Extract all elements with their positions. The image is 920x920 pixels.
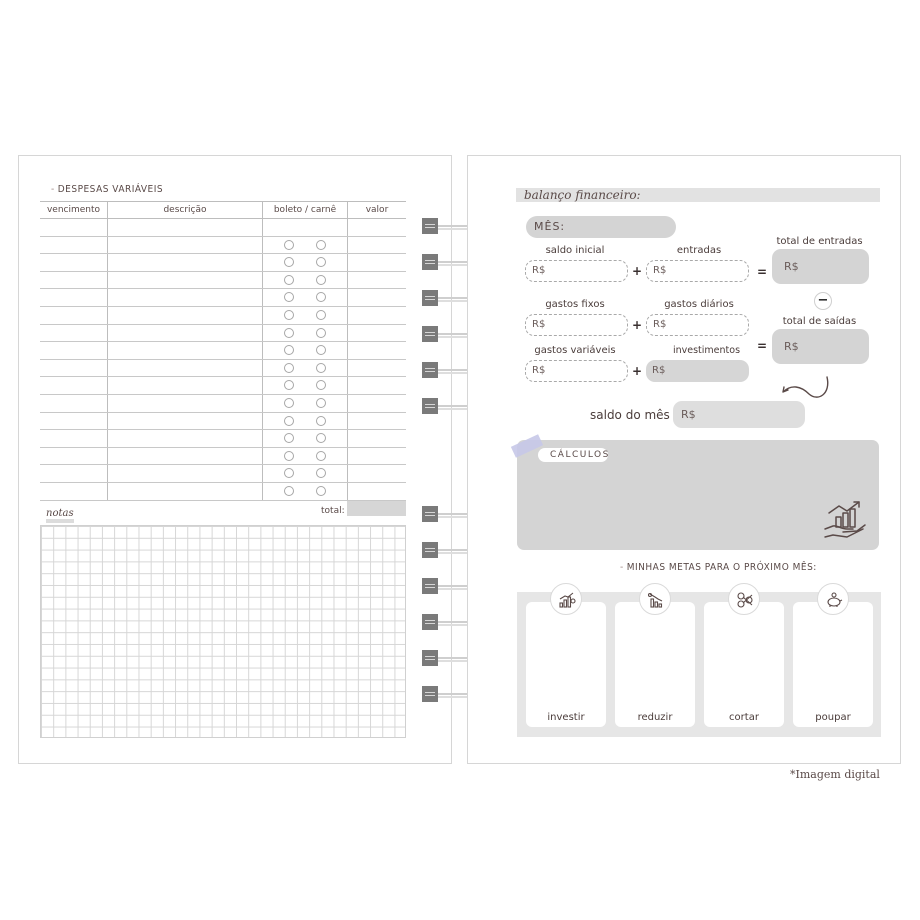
vencimento-cell[interactable] <box>40 271 108 289</box>
expenses-table <box>40 201 406 501</box>
equals-sign: = <box>757 339 768 353</box>
valor-cell[interactable] <box>348 236 407 254</box>
footnote: *Imagem digital <box>790 768 880 781</box>
boleto-cell[interactable] <box>263 465 348 483</box>
goal-card-reduzir[interactable] <box>615 602 695 727</box>
boleto-cell[interactable] <box>263 271 348 289</box>
scissors-coin-icon <box>728 583 760 615</box>
valor-cell[interactable] <box>348 482 407 500</box>
valor-cell[interactable] <box>348 465 407 483</box>
descricao-cell[interactable] <box>108 377 263 395</box>
boleto-radio[interactable] <box>284 292 294 302</box>
table-row <box>40 447 406 465</box>
valor-cell[interactable] <box>348 254 407 272</box>
boleto-cell[interactable] <box>263 289 348 307</box>
valor-cell[interactable] <box>348 394 407 412</box>
boleto-radio[interactable] <box>284 433 294 443</box>
saldo-mes-label: saldo do mês <box>590 408 670 422</box>
valor-cell[interactable] <box>348 412 407 430</box>
boleto-cell[interactable] <box>263 306 348 324</box>
column-header-boleto: boleto / carnê <box>263 202 348 219</box>
boleto-cell[interactable] <box>263 447 348 465</box>
descricao-cell[interactable] <box>108 394 263 412</box>
boleto-radio[interactable] <box>284 240 294 250</box>
valor-cell[interactable] <box>348 289 407 307</box>
vencimento-cell[interactable] <box>40 447 108 465</box>
calculations-label: CÁLCULOS <box>538 448 608 462</box>
saldo-mes-field[interactable]: R$ <box>673 401 805 428</box>
table-row <box>40 324 406 342</box>
carne-radio[interactable] <box>316 240 326 250</box>
carne-radio[interactable] <box>316 292 326 302</box>
boleto-cell[interactable] <box>263 359 348 377</box>
vencimento-cell[interactable] <box>40 465 108 483</box>
descricao-cell[interactable] <box>108 254 263 272</box>
gastos-fixos-label: gastos fixos <box>545 299 605 310</box>
boleto-cell[interactable] <box>263 394 348 412</box>
boleto-cell[interactable] <box>263 377 348 395</box>
vencimento-cell[interactable] <box>40 377 108 395</box>
balance-title: balanço financeiro: <box>516 188 880 202</box>
table-row <box>40 465 406 483</box>
entradas-field[interactable]: R$ <box>646 260 749 282</box>
column-header-descricao: descrição <box>108 202 263 219</box>
month-field[interactable]: MÊS: <box>526 216 676 238</box>
table-row <box>40 482 406 500</box>
vencimento-cell[interactable] <box>40 342 108 360</box>
boleto-radio[interactable] <box>284 328 294 338</box>
carne-radio[interactable] <box>316 275 326 285</box>
descricao-cell[interactable] <box>108 271 263 289</box>
descricao-cell[interactable] <box>108 324 263 342</box>
plus-sign: + <box>632 318 643 332</box>
goal-card-cortar[interactable] <box>704 602 784 727</box>
gastos-diarios-label: gastos diários <box>664 299 734 310</box>
descricao-cell[interactable] <box>108 430 263 448</box>
vencimento-cell[interactable] <box>40 359 108 377</box>
descricao-cell[interactable] <box>108 219 263 237</box>
vencimento-cell[interactable] <box>40 289 108 307</box>
boleto-cell[interactable] <box>263 324 348 342</box>
table-row <box>40 271 406 289</box>
investimentos-label: investimentos <box>672 345 741 356</box>
valor-cell[interactable] <box>348 377 407 395</box>
boleto-radio[interactable] <box>284 451 294 461</box>
vencimento-cell[interactable] <box>40 430 108 448</box>
boleto-radio[interactable] <box>284 416 294 426</box>
total-field[interactable] <box>347 501 406 516</box>
descricao-cell[interactable] <box>108 359 263 377</box>
expenses-title: - DESPESAS VARIÁVEIS <box>51 184 164 195</box>
goal-label-poupar: poupar <box>815 712 851 723</box>
column-header-valor: valor <box>348 202 407 219</box>
total-saidas-label: total de saídas <box>782 316 857 327</box>
investment-chart-icon <box>550 583 582 615</box>
entradas-label: entradas <box>676 245 722 256</box>
boleto-radio[interactable] <box>284 257 294 267</box>
vencimento-cell[interactable] <box>40 324 108 342</box>
table-row <box>40 236 406 254</box>
total-entradas-field[interactable]: R$ <box>772 249 869 284</box>
table-header-row <box>40 202 406 219</box>
descricao-cell[interactable] <box>108 482 263 500</box>
carne-radio[interactable] <box>316 363 326 373</box>
valor-cell[interactable] <box>348 447 407 465</box>
table-row <box>40 430 406 448</box>
left-page <box>18 155 452 764</box>
right-page <box>467 155 901 764</box>
boleto-cell[interactable] <box>263 412 348 430</box>
table-row <box>40 289 406 307</box>
boleto-radio[interactable] <box>284 345 294 355</box>
equals-sign: = <box>757 265 768 279</box>
carne-radio[interactable] <box>316 486 326 496</box>
saldo-inicial-label: saldo inicial <box>545 245 605 256</box>
descricao-cell[interactable] <box>108 306 263 324</box>
carne-radio[interactable] <box>316 380 326 390</box>
boleto-cell[interactable] <box>263 430 348 448</box>
vencimento-cell[interactable] <box>40 236 108 254</box>
carne-radio[interactable] <box>316 416 326 426</box>
notes-grid[interactable] <box>40 525 406 738</box>
valor-cell[interactable] <box>348 342 407 360</box>
boleto-radio[interactable] <box>284 310 294 320</box>
descricao-cell[interactable] <box>108 465 263 483</box>
gastos-diarios-field[interactable]: R$ <box>646 314 749 336</box>
gastos-fixos-field[interactable]: R$ <box>525 314 628 336</box>
goal-label-cortar: cortar <box>729 712 759 723</box>
table-row <box>40 254 406 272</box>
boleto-cell[interactable] <box>263 482 348 500</box>
boleto-radio[interactable] <box>284 275 294 285</box>
goals-title: - MINHAS METAS PARA O PRÓXIMO MÊS: <box>620 562 817 573</box>
column-header-vencimento: vencimento <box>40 202 108 219</box>
gastos-variaveis-field[interactable]: R$ <box>525 360 628 382</box>
goal-label-investir: investir <box>547 712 585 723</box>
vencimento-cell[interactable] <box>40 306 108 324</box>
piggy-bank-icon <box>817 583 849 615</box>
boleto-radio[interactable] <box>284 380 294 390</box>
squiggle-arrow-icon <box>773 374 833 404</box>
boleto-radio[interactable] <box>284 398 294 408</box>
carne-radio[interactable] <box>316 398 326 408</box>
boleto-cell[interactable] <box>263 342 348 360</box>
table-row <box>40 359 406 377</box>
valor-cell[interactable] <box>348 306 407 324</box>
table-row <box>40 412 406 430</box>
valor-cell[interactable] <box>348 324 407 342</box>
notes-label: notas <box>46 509 74 523</box>
descricao-cell[interactable] <box>108 412 263 430</box>
declining-chart-icon <box>639 583 671 615</box>
carne-radio[interactable] <box>316 257 326 267</box>
plus-sign: + <box>632 364 643 378</box>
table-row <box>40 394 406 412</box>
goal-card-investir[interactable] <box>526 602 606 727</box>
boleto-radio[interactable] <box>284 468 294 478</box>
vencimento-cell[interactable] <box>40 394 108 412</box>
boleto-radio[interactable] <box>284 486 294 496</box>
vencimento-cell[interactable] <box>40 254 108 272</box>
valor-cell[interactable] <box>348 271 407 289</box>
table-row <box>40 342 406 360</box>
saldo-inicial-field[interactable]: R$ <box>525 260 628 282</box>
carne-radio[interactable] <box>316 433 326 443</box>
gastos-variaveis-label: gastos variáveis <box>534 345 616 356</box>
table-row <box>40 219 406 237</box>
total-saidas-field[interactable]: R$ <box>772 329 869 364</box>
vencimento-cell[interactable] <box>40 219 108 237</box>
carne-radio[interactable] <box>316 451 326 461</box>
plus-sign: + <box>632 264 643 278</box>
boleto-cell[interactable] <box>263 219 348 237</box>
minus-icon: − <box>814 292 832 310</box>
boleto-radio[interactable] <box>284 363 294 373</box>
boleto-cell[interactable] <box>263 236 348 254</box>
investimentos-field[interactable]: R$ <box>646 360 749 382</box>
table-row <box>40 377 406 395</box>
descricao-cell[interactable] <box>108 447 263 465</box>
goal-card-poupar[interactable] <box>793 602 873 727</box>
table-row <box>40 306 406 324</box>
money-growth-icon <box>823 499 867 541</box>
carne-radio[interactable] <box>316 345 326 355</box>
boleto-cell[interactable] <box>263 254 348 272</box>
descricao-cell[interactable] <box>108 342 263 360</box>
descricao-cell[interactable] <box>108 236 263 254</box>
vencimento-cell[interactable] <box>40 412 108 430</box>
valor-cell[interactable] <box>348 219 407 237</box>
goal-label-reduzir: reduzir <box>637 712 673 723</box>
carne-radio[interactable] <box>316 310 326 320</box>
vencimento-cell[interactable] <box>40 482 108 500</box>
valor-cell[interactable] <box>348 430 407 448</box>
carne-radio[interactable] <box>316 468 326 478</box>
total-label: total: <box>321 506 345 516</box>
total-entradas-label: total de entradas <box>776 236 863 247</box>
carne-radio[interactable] <box>316 328 326 338</box>
descricao-cell[interactable] <box>108 289 263 307</box>
valor-cell[interactable] <box>348 359 407 377</box>
